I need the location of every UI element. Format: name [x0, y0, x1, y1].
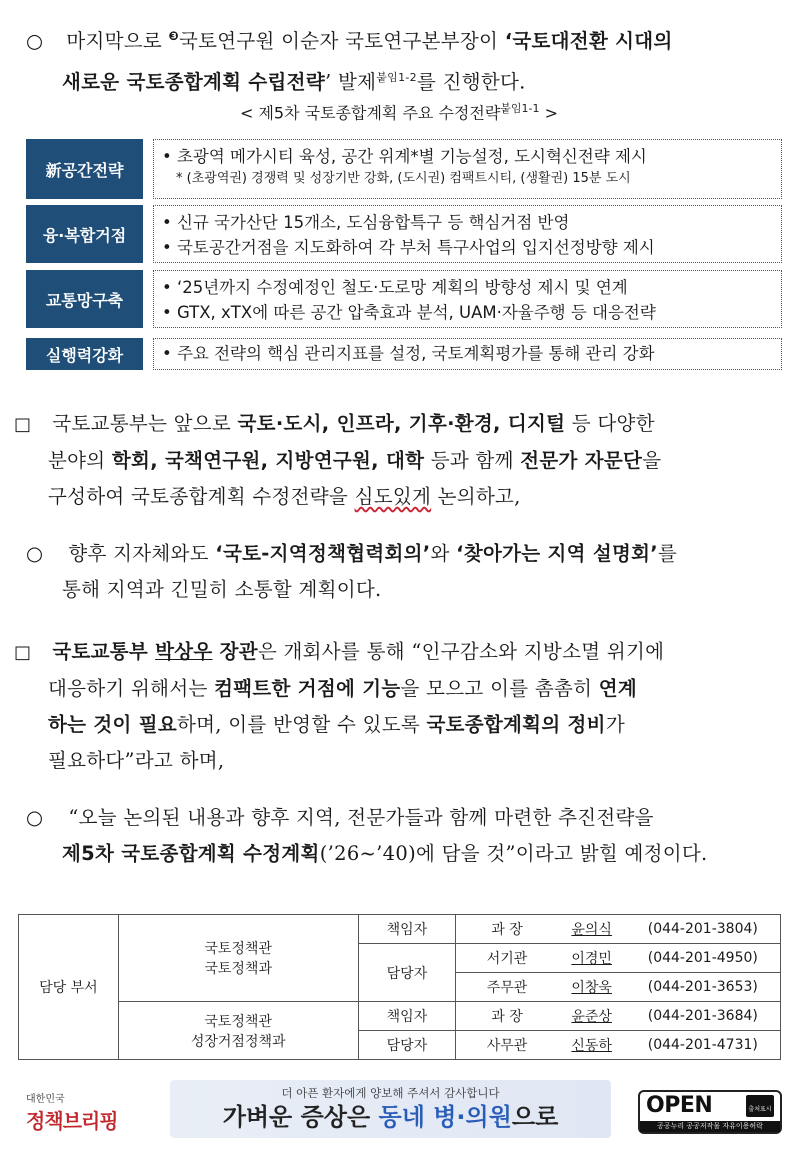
phone-cell: (044-201-3684)	[626, 1002, 781, 1031]
office-cell: 국토정책관 국토정책과	[118, 915, 358, 1002]
paragraph-advisory: □ 국토교통부는 앞으로 국토·도시, 인프라, 기후·환경, 디지털 등 다양한 분야의 학회, 국책연구원, 지방연구원, 대학 등과 함께 전문가 자문단을 구성하여 국토종합계획 수정전략을 심도있게 논의하고,	[14, 412, 662, 508]
name-cell: 윤의식	[558, 915, 626, 944]
phone-cell: (044-201-3804)	[626, 915, 781, 944]
open-license-badge: OPEN 출처표시 공공누리 공공저작물 자유이용허락	[638, 1090, 782, 1134]
title-cell: 사무관	[456, 1031, 558, 1060]
role-cell: 담당자	[358, 944, 456, 1002]
strategy-label-hubs: 융·복합거점	[26, 205, 143, 263]
phone-cell: (044-201-4731)	[626, 1031, 781, 1060]
strategy-content-transport: • ‘25년까지 수정예정인 철도·도로망 계획의 방향성 제시 및 연계 • GTX, xTX에 따른 공간 압축효과 분석, UAM·자율주행 등 대응전략	[153, 270, 782, 328]
strategy-label-transport: 교통망구축	[26, 270, 143, 328]
office-cell: 국토정책관 성장거점정책과	[118, 1002, 358, 1060]
role-cell: 책임자	[358, 1002, 456, 1031]
name-cell: 이창욱	[558, 973, 626, 1002]
strategy-content-new-space: • 초광역 메가시티 육성, 공간 위계*별 기능설정, 도시혁신전략 제시 * (초광역권) 경쟁력 및 성장기반 강화, (도시권) 컴팩트시티, (생활권) 15분 도시	[153, 139, 782, 199]
strategy-content-hubs: • 신규 국가산단 15개소, 도심융합특구 등 핵심거점 반영 • 국토공간거점을 지도화하여 각 부처 특구사업의 입지선정방향 제시	[153, 205, 782, 263]
paragraph-regional: ○ 향후 지자체와도 ‘국토-지역정책협력회의’와 ‘찾아가는 지역 설명회’를 통해 지역과 긴밀히 소통할 계획이다.	[26, 542, 678, 601]
title-cell: 과 장	[456, 1002, 558, 1031]
policy-briefing-logo: 대한민국 정책브리핑	[26, 1094, 118, 1133]
bullet: ○	[26, 806, 44, 829]
title-cell: 서기관	[456, 944, 558, 973]
name-cell: 윤준상	[558, 1002, 626, 1031]
contact-table	[18, 914, 781, 1060]
square-bullet: □	[14, 642, 32, 663]
title-cell: 주무관	[456, 973, 558, 1002]
role-cell: 책임자	[358, 915, 456, 944]
dept-label: 담당 부서	[19, 915, 119, 1060]
campaign-banner: 더 아픈 환자에게 양보해 주셔서 감사합니다 가벼운 증상은 동네 병·의원으로	[170, 1080, 611, 1138]
bullet: ○	[26, 542, 44, 565]
bullet: ○	[26, 29, 44, 53]
name-cell: 신동하	[558, 1031, 626, 1060]
square-bullet: □	[14, 414, 32, 435]
phone-cell: (044-201-4950)	[626, 944, 781, 973]
attribution-icon: 출처표시	[746, 1095, 774, 1117]
title-cell: 과 장	[456, 915, 558, 944]
role-cell: 담당자	[358, 1031, 456, 1060]
strategy-caption: < 제5차 국토종합계획 주요 수정전략$^{붙임1-1}$ >	[239, 102, 559, 123]
paragraph-plan: ○ “오늘 논의된 내용과 향후 지역, 전문가들과 함께 마련한 추진전략을 제5차 국토종합계획 수정계획(’26~’40)에 담을 것”이라고 밝힐 예정이다.	[26, 806, 708, 865]
strategy-content-execution: • 주요 전략의 핵심 관리지표를 설정, 국토계획평가를 통해 관리 강화	[153, 338, 782, 370]
circled-number-3: ❸	[168, 29, 179, 43]
phone-cell: (044-201-3653)	[626, 973, 781, 1002]
strategy-label-new-space: 新공간전략	[26, 139, 143, 199]
paragraph-minister: □ 국토교통부 박상우 장관은 개회사를 통해 “인구감소와 지방소멸 위기에 대응하기 위해서는 컴팩트한 거점에 기능을 모으고 이를 촘촘히 연계 하는 것이 필요하며, 이를 반영할 수 있도록 국토종합계획의 정비가 필요하다”라고 하며,	[14, 640, 665, 772]
intro-paragraph: ○ 마지막으로 $^❸$국토연구원 이순자 국토연구본부장이 ‘국토대전환 시대의 새로운 국토종합계획 수립전략’ 발제$^{붙임1-2}$를 진행한다.	[26, 29, 673, 93]
strategy-label-execution: 실행력강화	[26, 338, 143, 370]
name-cell: 이경민	[558, 944, 626, 973]
